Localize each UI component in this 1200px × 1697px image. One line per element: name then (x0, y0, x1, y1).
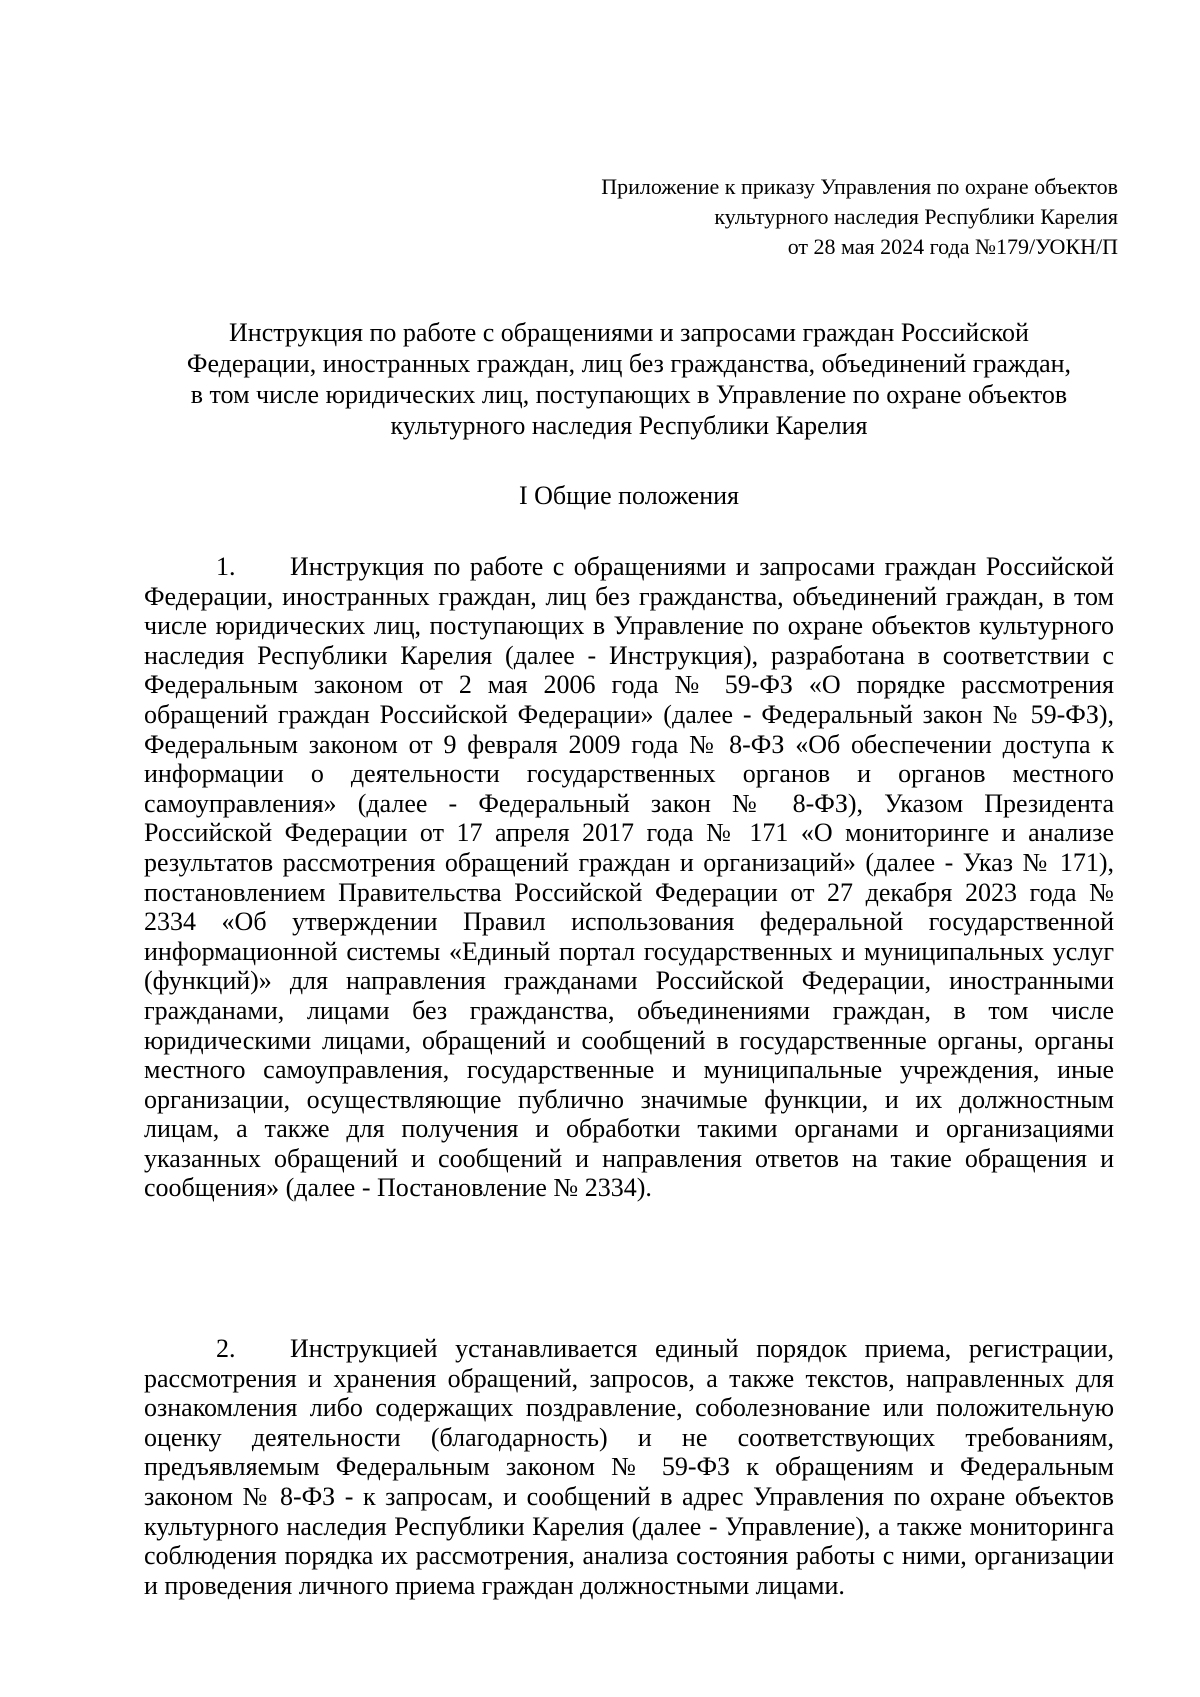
paragraph-2-text: Инструкцией устанавливается единый порядок приема, регистрации, рассмотрения и хранения обращений, запросов, а также текстов, направленных для ознакомления либо содержащих поздравление, соболезнование или положительную оценку деятельности (благодарность) и не соответствующих требованиям, предъявляемым Федеральным законом № 59-ФЗ к обращениям и Федеральным законом № 8-ФЗ - к запросам, и сообщений в адрес Управления по охране объектов культурного наследия Республики Карелия (далее - Управление), а также мониторинга соблюдения порядка их рассмотрения, анализа состояния работы с ними, организации и проведения личного приема граждан должностными лицами. (144, 1334, 1114, 1600)
approval-line-1: Приложение к приказу Управления по охране объектов (601, 174, 1118, 199)
title-line-3: в том числе юридических лиц, поступающих в Управление по охране объектов (190, 380, 1068, 409)
section-heading: I Общие положения (519, 481, 739, 510)
document-title (140, 317, 1118, 441)
paragraph-1-text: Инструкция по работе с обращениями и запросами граждан Российской Федерации, иностранных граждан, лиц без гражданства, объединений граждан, в том числе юридических лиц, поступающих в Управление по охране объектов культурного наследия Республики Карелия (далее - Инструкция), разработана в соответствии с Федеральным законом от 2 мая 2006 года № 59-ФЗ «О порядке рассмотрения обращений граждан Российской Федерации» (далее - Федеральный закон № 59-ФЗ), Федеральным законом от 9 февраля 2009 года № 8-ФЗ «Об обеспечении доступа к информации о деятельности государственных органов и органов местного самоуправления» (далее - Федеральный закон № 8-ФЗ), Указом Президента Российской Федерации от 17 апреля 2017 года № 171 «О мониторинге и анализе результатов рассмотрения обращений граждан и организаций» (далее - Указ № 171), постановлением Правительства Российской Федерации от 27 декабря 2023 года № 2334 «Об утверждении Правил использования федеральной государственной информационной системы «Единый портал государственных и муниципальных услуг (функций)» для направления гражданами Российской Федерации, иностранными гражданами, лицами без гражданства, объединениями граждан, в том числе юридическими лицами, обращений и сообщений в государственные органы, органы местного самоуправления, государственные и муниципальные учреждения, иные организации, осуществляющие публично значимые функции, и их должностным лицам, а также для получения и обработки такими органами и организациями указанных обращений и сообщений и направления ответов на такие обращения и сообщения» (далее - Постановление № 2334). (144, 552, 1114, 1203)
paragraph-2 (144, 1334, 1114, 1600)
title-line-2: Федерации, иностранных граждан, лиц без гражданства, объединений граждан, (186, 349, 1072, 378)
paragraph-1-number: 1. (216, 552, 236, 581)
paragraph-2-number: 2. (216, 1334, 236, 1363)
approval-block (418, 172, 1118, 262)
title-line-4: культурного наследия Республики Карелия (390, 411, 868, 440)
title-line-1: Инструкция по работе с обращениями и запросами граждан Российской (229, 318, 1029, 347)
approval-line-2: культурного наследия Республики Карелия (714, 204, 1118, 229)
paragraph-1 (144, 552, 1114, 1203)
approval-line-3: от 28 мая 2024 года №179/УОКН/П (787, 234, 1118, 259)
